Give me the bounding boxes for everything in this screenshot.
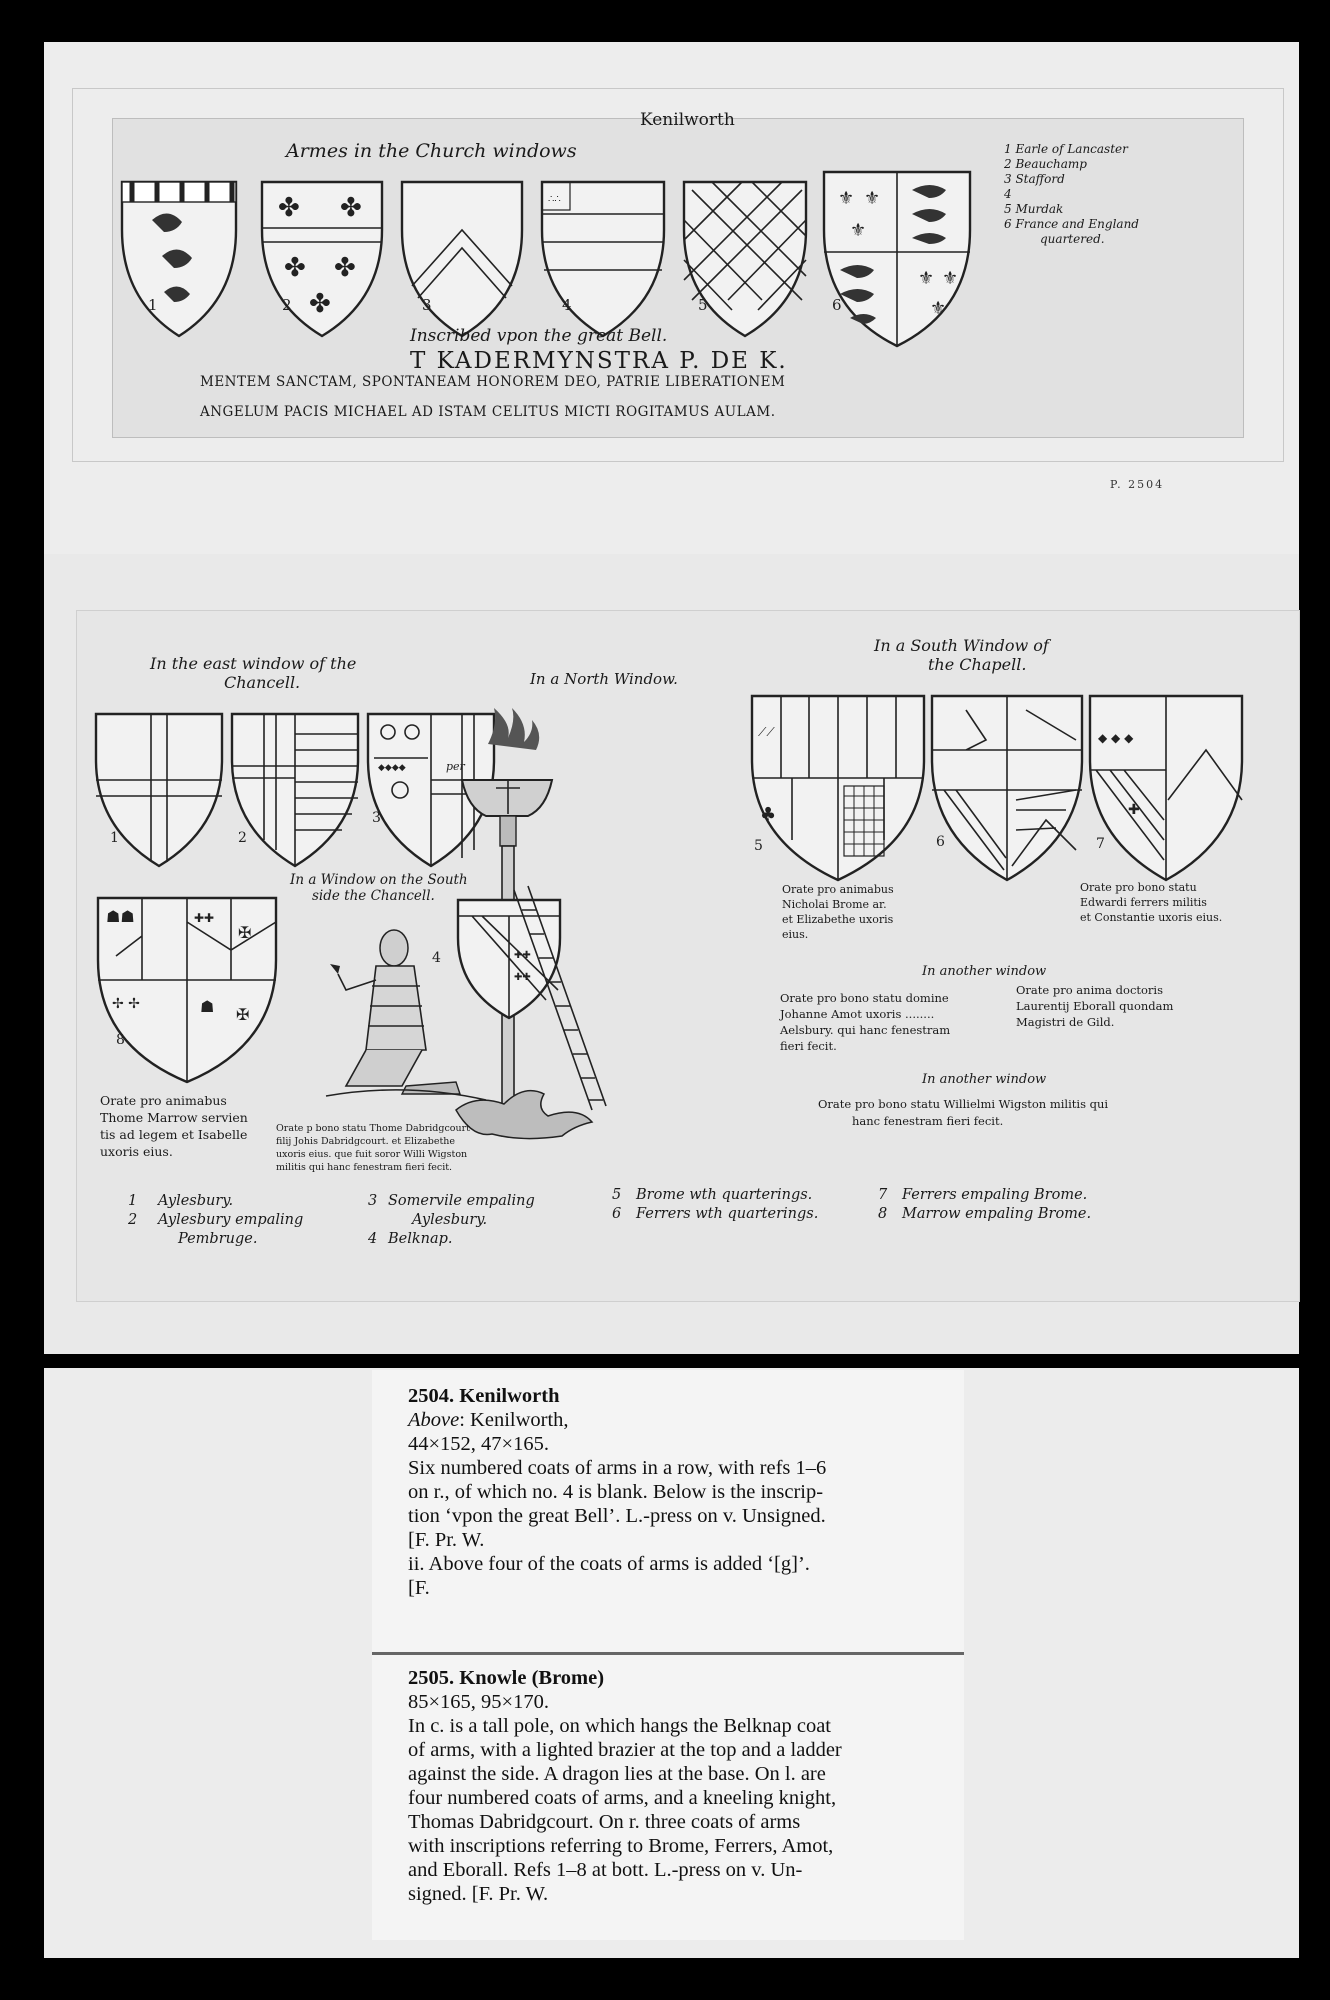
legend-text: Pembruge.: [178, 1231, 258, 1247]
svg-text:✤: ✤: [340, 193, 362, 223]
legend-row: [128, 1230, 303, 1249]
entry-title-line: [408, 1408, 964, 1432]
svg-text:✚: ✚: [1128, 802, 1140, 818]
entry-line: Thomas Dabridgcourt. On r. three coats of arms: [408, 1811, 801, 1833]
entry-line: and Eborall. Refs 1–8 at bott. L.-press on v. Un-: [408, 1859, 803, 1881]
east-window-heading-line-2: Chancell.: [224, 673, 301, 692]
inscription-amot: [780, 990, 950, 1054]
south-window-heading-line-1: In a South Window of: [874, 636, 1049, 655]
inscription-line: Nicholai Brome ar.: [782, 898, 887, 911]
bell-inscription-line-2: MENTEM SANCTAM, SPONTANEAM HONOREM DEO, PATRIE LIBERATIONEM: [200, 374, 786, 390]
plate-legend: [1004, 142, 1204, 247]
entry-line: signed. [F. Pr. W.: [408, 1883, 549, 1905]
south-chancel-heading: [290, 872, 468, 904]
legend-item: quartered.: [1040, 232, 1105, 246]
entry-line: four numbered coats of arms, and a kneeling knight,: [408, 1787, 837, 1809]
bell-inscription-line-1: T KADERMYNSTRA P. DE K.: [410, 348, 788, 374]
legend-number: 1: [128, 1193, 138, 1209]
inscription-line: Orate pro animabus: [100, 1093, 227, 1108]
inscription-shield-7: [1080, 880, 1222, 925]
inscription-line: Johanne Amot uxoris ........: [780, 1007, 935, 1021]
shield-8-number: 8: [116, 1032, 125, 1048]
south-chancel-heading-line-1: In a Window on the South: [290, 872, 468, 888]
north-window-heading: In a North Window.: [530, 670, 678, 688]
entry-line: on r., of which no. 4 is blank. Below is the inscrip-: [408, 1481, 824, 1503]
shield-2-beauchamp: [262, 182, 382, 336]
shield-2-number: 2: [238, 830, 247, 846]
catalogue-entry-2504: [372, 1370, 964, 1658]
entry-line: Six numbered coats of arms in a row, with refs 1–6: [408, 1457, 827, 1479]
svg-text:☗☗: ☗☗: [106, 907, 135, 926]
legend-text: Somervile empaling: [388, 1193, 535, 1209]
svg-text:⚜: ⚜: [864, 188, 881, 209]
legend-number: 6: [612, 1206, 622, 1222]
entry-heading: 2504. Kenilworth: [408, 1385, 560, 1407]
entry-line: of arms, with a lighted brazier at the top and a ladder: [408, 1739, 842, 1761]
shield-4-blank: [542, 182, 664, 336]
svg-text:⚜: ⚜: [930, 298, 947, 319]
entry-above-label: Above: [408, 1409, 460, 1431]
svg-text:∴∴: ∴∴: [548, 194, 561, 205]
entry-line: ii. Above four of the coats of arms is added ‘[g]’.: [408, 1553, 810, 1575]
shield-5-brome: [752, 696, 924, 880]
legend-row: [612, 1186, 818, 1205]
inscription-line: Magistri de Gild.: [1016, 1015, 1115, 1029]
inscription-line: Orate pro bono statu: [1080, 881, 1197, 894]
inscription-wigston: [818, 1096, 1108, 1130]
plate-legend-2505-col-2: [368, 1192, 535, 1249]
entry-line: In c. is a tall pole, on which hangs the Belknap coat: [408, 1715, 831, 1737]
east-window-heading-line-1: In the east window of the: [150, 654, 357, 673]
inscription-line: Orate pro anima doctoris: [1016, 983, 1164, 997]
shield-1-number: 1: [148, 296, 158, 314]
shield-1-lancaster: [122, 182, 236, 336]
entry-line: 85×165, 95×170.: [408, 1691, 549, 1713]
inscription-line: hanc fenestram fieri fecit.: [852, 1114, 1004, 1128]
shield-4-belknap: [458, 900, 560, 1018]
svg-text:✤: ✤: [334, 253, 356, 283]
shield-7-ferrers-brome: [1090, 696, 1242, 880]
south-window-heading-line-2: the Chapell.: [928, 655, 1027, 674]
legend-row: [368, 1230, 535, 1249]
legend-item: 6 France and England: [1004, 217, 1139, 231]
shield-5-number: 5: [754, 838, 763, 854]
svg-text:✤: ✤: [278, 193, 300, 223]
east-window-heading: [150, 654, 356, 692]
kenilworth-shields: [112, 160, 992, 350]
inscription-shield-5: [782, 882, 894, 942]
inscription-line: et Constantie uxoris eius.: [1080, 911, 1223, 924]
bell-heading: Inscribed vpon the great Bell.: [410, 326, 668, 346]
legend-text: Ferrers empaling Brome.: [902, 1187, 1088, 1203]
inscription-line: eius.: [782, 928, 809, 941]
inscription-line: Thome Marrow servien: [100, 1110, 248, 1125]
south-chancel-heading-line-2: side the Chancell.: [312, 888, 435, 904]
bell-inscription-line-3: ANGELUM PACIS MICHAEL AD ISTAM CELITUS MICTI ROGITAMUS AULAM.: [200, 404, 776, 420]
shield-7-number: 7: [1096, 836, 1105, 852]
svg-text:✠: ✠: [238, 923, 252, 942]
inscription-line: Edwardi ferrers militis: [1080, 896, 1207, 909]
shield-5-number: 5: [698, 296, 708, 314]
entry-line: [F.: [408, 1577, 430, 1599]
another-window-heading: In another window: [922, 964, 1047, 979]
legend-text: Marrow empaling Brome.: [902, 1206, 1092, 1222]
shield-2-number: 2: [282, 296, 292, 314]
legend-text: Belknap.: [388, 1231, 453, 1247]
svg-text:⚜: ⚜: [942, 268, 959, 289]
svg-text:✠: ✠: [236, 1005, 250, 1024]
plate-legend-2505-col-3: [612, 1186, 818, 1224]
plate-title: Kenilworth: [640, 110, 735, 130]
shield-2-aylesbury-pembruge: [232, 714, 358, 866]
legend-item: 2 Beauchamp: [1004, 157, 1087, 171]
inscription-line: fieri fecit.: [780, 1039, 837, 1053]
inscription-line: uxoris eius.: [100, 1144, 173, 1159]
legend-number: 5: [612, 1187, 622, 1203]
south-window-heading: [874, 636, 1049, 674]
legend-number: 3: [368, 1193, 378, 1209]
svg-text:◆ ◆ ◆: ◆ ◆ ◆: [1098, 731, 1134, 745]
legend-number: 4: [368, 1231, 378, 1247]
legend-text: Aylesbury empaling: [158, 1212, 304, 1228]
legend-row: [878, 1186, 1091, 1205]
per-label: per: [446, 760, 465, 773]
svg-text:⚜: ⚜: [850, 220, 867, 241]
knowle-shields-and-pole: [76, 690, 1256, 1150]
shield-6-number: 6: [936, 834, 945, 850]
inscription-shield-8: [100, 1092, 248, 1160]
legend-row: [368, 1192, 535, 1211]
svg-text:✚✚: ✚✚: [514, 972, 531, 983]
entry-heading: 2505. Knowle (Brome): [408, 1667, 605, 1689]
inscription-line: Orate pro bono statu domine: [780, 991, 949, 1005]
inscription-line: Laurentij Eborall quondam: [1016, 999, 1174, 1013]
svg-text:✚✚: ✚✚: [194, 911, 215, 925]
svg-text:✢ ✢: ✢ ✢: [112, 996, 140, 1012]
inscription-line: Orate pro animabus: [782, 883, 894, 896]
inscription-line: militis qui hanc fenestram fieri fecit.: [276, 1162, 453, 1173]
catalogue-entry-2505: [372, 1656, 964, 1940]
page-reference: P. 2504: [1110, 478, 1165, 491]
shield-1-number: 1: [110, 830, 119, 846]
shield-3-number: 3: [422, 296, 432, 314]
inscription-line: tis ad legem et Isabelle: [100, 1127, 248, 1142]
legend-item: 4: [1004, 187, 1012, 201]
inscription-knight: [276, 1122, 470, 1174]
inscription-line: Aelsbury. qui hanc fenestram: [780, 1023, 951, 1037]
svg-text:⚜: ⚜: [838, 188, 855, 209]
entry-above-value: : Kenilworth,: [459, 1409, 569, 1431]
legend-number: 2: [128, 1212, 138, 1228]
entry-line: tion ‘vpon the great Bell’. L.-press on v. Unsigned.: [408, 1505, 826, 1527]
plate-legend-2505-col-1: [128, 1192, 303, 1249]
inscription-eborall: [1016, 982, 1173, 1030]
legend-row: [128, 1211, 303, 1230]
inscription-line: Orate pro bono statu Willielmi Wigston militis qui: [818, 1097, 1109, 1111]
svg-text:♣: ♣: [760, 804, 777, 825]
entry-line: [F. Pr. W.: [408, 1529, 485, 1551]
legend-item: 1 Earle of Lancaster: [1004, 142, 1128, 156]
legend-text: Aylesbury.: [412, 1212, 488, 1228]
entry-line: with inscriptions referring to Brome, Ferrers, Amot,: [408, 1835, 834, 1857]
shield-4-number: 4: [562, 296, 572, 314]
shield-3-number: 3: [372, 810, 381, 826]
shield-4-number: 4: [432, 950, 441, 966]
legend-text: Brome wth quarterings.: [636, 1187, 813, 1203]
inscription-line: Orate p bono statu Thome Dabridgcourt: [276, 1123, 470, 1134]
entry-line: against the side. A dragon lies at the base. On l. are: [408, 1763, 826, 1785]
legend-item: 3 Stafford: [1004, 172, 1065, 186]
svg-text:◆◆◆◆: ◆◆◆◆: [378, 763, 406, 773]
svg-text:⚜: ⚜: [918, 268, 935, 289]
another-window-heading-2: In another window: [922, 1072, 1047, 1087]
entry-line: 44×152, 47×165.: [408, 1433, 549, 1455]
legend-row: [878, 1205, 1091, 1224]
card-divider: [372, 1652, 964, 1655]
shield-8-marrow-brome: [98, 898, 276, 1082]
inscription-line: filij Johis Dabridgcourt. et Elizabethe: [276, 1136, 456, 1147]
legend-text: Aylesbury.: [158, 1193, 234, 1209]
shield-6-france-england: [824, 172, 970, 346]
inscription-line: uxoris eius. que fuit soror Willi Wigston: [276, 1149, 468, 1160]
svg-text:⟋⟋: ⟋⟋: [758, 725, 775, 739]
plate-legend-2505-col-4: [878, 1186, 1091, 1224]
shield-6-ferrers: [932, 696, 1082, 880]
svg-text:✤: ✤: [284, 253, 306, 283]
svg-text:✤: ✤: [309, 289, 331, 319]
shield-6-number: 6: [832, 296, 842, 314]
legend-number: 8: [878, 1206, 888, 1222]
legend-number: 7: [878, 1187, 888, 1203]
inscription-line: et Elizabethe uxoris: [782, 913, 894, 926]
legend-row: [368, 1211, 535, 1230]
legend-row: [612, 1205, 818, 1224]
svg-text:✚✚: ✚✚: [514, 950, 531, 961]
legend-item: 5 Murdak: [1004, 202, 1064, 216]
legend-text: Ferrers wth quarterings.: [636, 1206, 819, 1222]
legend-row: [128, 1192, 303, 1211]
svg-text:☗: ☗: [200, 997, 215, 1016]
plate-heading: Armes in the Church windows: [286, 140, 577, 162]
shield-3-stafford: [402, 182, 522, 336]
